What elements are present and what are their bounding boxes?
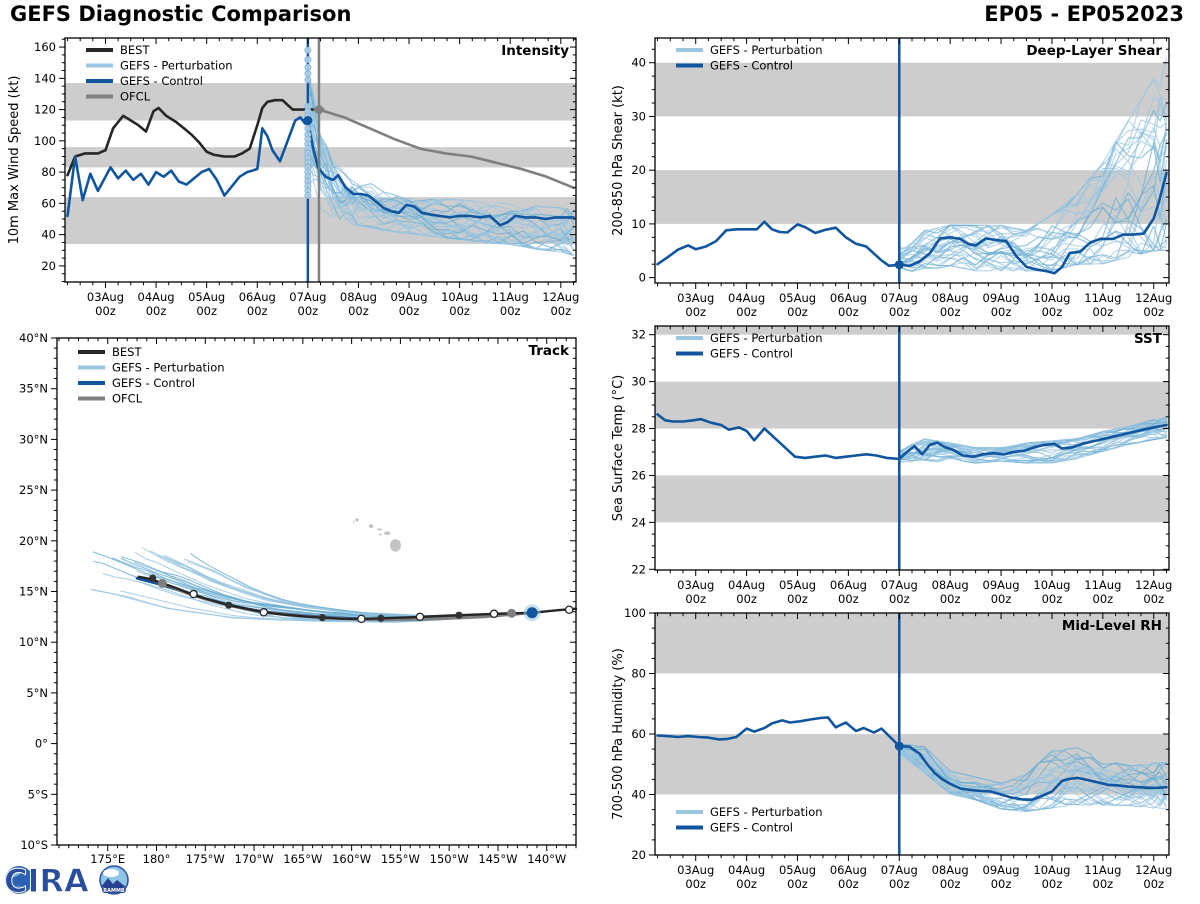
y-axis-label: Sea Surface Temp (°C): [611, 374, 626, 522]
y-tick-label: 15°N: [19, 584, 48, 599]
panel-title: Track: [528, 343, 569, 359]
x-tick-label2: 00z: [888, 877, 910, 891]
x-tick-label: 04Aug: [137, 290, 175, 304]
x-tick-label2: 00z: [888, 592, 910, 606]
legend-label: GEFS - Perturbation: [710, 805, 823, 819]
x-tick-label2: 00z: [1143, 305, 1165, 319]
y-tick-label: 30°N: [19, 432, 48, 447]
island: [384, 531, 390, 535]
legend-label: GEFS - Perturbation: [710, 331, 823, 345]
x-tick-label2: 00z: [838, 877, 859, 891]
y-tick-label: 22: [631, 562, 646, 577]
x-tick-label: 11Aug: [491, 290, 529, 304]
x-tick-label: 11Aug: [1084, 578, 1122, 592]
y-tick-label: 5°S: [27, 787, 48, 802]
y-tick-label: 20: [631, 163, 646, 178]
x-tick-label: 12Aug: [1135, 291, 1173, 305]
best-track-marker-open: [416, 613, 423, 620]
x-tick-label: 12Aug: [542, 290, 580, 304]
y-tick-label: 80: [631, 666, 646, 681]
ensemble-track: [158, 556, 532, 616]
x-tick-label2: 00z: [939, 877, 961, 891]
x-tick-label: 175°W: [185, 852, 225, 866]
y-tick-label: 5°N: [26, 685, 48, 700]
x-tick-label2: 00z: [246, 304, 268, 318]
member-init-dot: [305, 71, 311, 77]
x-tick-label: 04Aug: [728, 578, 766, 592]
x-tick-label: 08Aug: [931, 578, 969, 592]
legend-label: GEFS - Perturbation: [120, 58, 233, 73]
x-tick-label: 180°: [142, 852, 171, 866]
y-tick-label: 100: [624, 606, 646, 620]
x-tick-label: 09Aug: [982, 578, 1020, 592]
island: [377, 529, 382, 531]
y-tick-label: 80: [41, 165, 56, 180]
legend-label: OFCL: [120, 89, 151, 104]
x-tick-label2: 00z: [736, 592, 757, 606]
x-tick-label2: 00z: [1041, 592, 1063, 606]
member-init-dot: [305, 193, 311, 199]
x-tick-label2: 00z: [787, 305, 808, 319]
x-tick-label: 06Aug: [238, 290, 276, 304]
y-tick-label: 0°: [34, 736, 48, 751]
y-tick-label: 160: [34, 40, 56, 55]
panel-title: Mid-Level RH: [1061, 618, 1162, 634]
x-tick-label: 155°W: [380, 852, 420, 866]
y-tick-label: 30: [631, 109, 646, 124]
x-tick-label2: 00z: [1092, 877, 1114, 891]
x-tick-label: 06Aug: [829, 291, 867, 305]
forecast-init-marker: [527, 607, 538, 618]
x-tick-label2: 00z: [990, 877, 1012, 891]
y-axis-label: 10m Max Wind Speed (kt): [7, 75, 22, 245]
best-track-marker-filled: [377, 615, 384, 622]
x-tick-label2: 00z: [888, 305, 910, 319]
cira-logo-text: CIRA: [4, 862, 89, 900]
y-tick-label: 120: [34, 102, 56, 117]
x-tick-label: 07Aug: [880, 291, 918, 305]
legend-label: OFCL: [112, 391, 143, 406]
x-tick-label: 10Aug: [1033, 863, 1071, 877]
legend-label: GEFS - Perturbation: [112, 360, 225, 375]
ensemble-track: [150, 551, 532, 616]
y-tick-label: 10: [631, 216, 646, 231]
x-tick-label2: 00z: [685, 592, 707, 606]
x-tick-label: 03Aug: [677, 578, 715, 592]
y-axis-label: 700-500 hPa Humidity (%): [611, 648, 626, 820]
x-tick-label2: 00z: [145, 304, 167, 318]
y-tick-label: 32: [631, 327, 646, 342]
legend-label: BEST: [112, 345, 142, 359]
best-track-marker-filled: [455, 612, 462, 619]
x-tick-label2: 00z: [550, 304, 572, 318]
x-tick-label: 160°W: [332, 852, 372, 866]
best-track-marker-open: [358, 615, 365, 622]
x-tick-label2: 00z: [398, 304, 420, 318]
y-tick-label: 40°N: [19, 331, 48, 345]
x-tick-label: 05Aug: [778, 863, 817, 877]
x-tick-label2: 00z: [1041, 877, 1063, 891]
y-tick-label: 60: [631, 727, 646, 741]
y-tick-label: 28: [631, 421, 646, 436]
y-tick-label: 0: [638, 270, 646, 285]
x-tick-label2: 00z: [499, 304, 521, 318]
cira-logo: [2, 856, 152, 904]
x-tick-label: 04Aug: [728, 863, 766, 877]
island: [353, 521, 354, 523]
y-tick-label: 24: [631, 515, 646, 530]
control-init-marker: [303, 116, 312, 125]
x-tick-label2: 00z: [196, 304, 217, 318]
x-tick-label2: 00z: [736, 305, 757, 319]
x-tick-label: 150°W: [429, 852, 469, 866]
y-tick-label: 140: [34, 71, 56, 86]
y-tick-label: 30: [631, 374, 646, 389]
page-title: GEFS Diagnostic Comparison: [10, 2, 352, 26]
x-tick-label2: 00z: [449, 304, 470, 318]
x-tick-label2: 00z: [736, 877, 757, 891]
legend-label: GEFS - Control: [710, 346, 793, 361]
x-tick-label: 03Aug: [677, 863, 715, 877]
island: [379, 533, 382, 535]
track-panel: [19, 331, 576, 866]
cira-logo-graphic: [2, 856, 152, 900]
sst-panel: [611, 326, 1172, 606]
x-tick-label: 05Aug: [778, 291, 817, 305]
x-tick-label: 10Aug: [1033, 578, 1071, 592]
y-axis-label: 200-850 hPa Shear (kt): [611, 85, 626, 236]
y-tick-label: 10°N: [19, 635, 48, 650]
x-tick-label2: 00z: [685, 877, 707, 891]
panel-title: Deep-Layer Shear: [1026, 43, 1162, 59]
panel-title: SST: [1133, 331, 1162, 347]
x-tick-label: 11Aug: [1084, 291, 1122, 305]
best-track-marker-filled: [319, 614, 326, 621]
intensity-panel: [7, 38, 579, 318]
x-tick-label: 08Aug: [931, 863, 969, 877]
x-tick-label: 10Aug: [1033, 291, 1071, 305]
axes-frame: [57, 338, 576, 845]
island: [355, 518, 359, 521]
x-tick-label2: 00z: [990, 305, 1012, 319]
rh-panel: [611, 606, 1172, 891]
x-tick-label2: 00z: [1143, 877, 1165, 891]
y-tick-label: 60: [41, 196, 56, 211]
category-band: [655, 475, 1169, 522]
x-tick-label: 08Aug: [931, 291, 969, 305]
panel-title: Intensity: [501, 43, 569, 59]
legend-label: GEFS - Perturbation: [710, 43, 823, 57]
member-init-dot: [305, 77, 311, 83]
x-tick-label: 170°W: [234, 852, 274, 866]
y-tick-label: 20°N: [19, 533, 48, 548]
x-tick-label: 175°E: [90, 852, 126, 866]
x-tick-label: 07Aug: [289, 290, 327, 304]
x-tick-label: 03Aug: [86, 290, 125, 304]
best-track-marker-open: [260, 609, 267, 616]
x-tick-label: 05Aug: [778, 578, 817, 592]
y-tick-label: 25°N: [19, 483, 48, 498]
x-tick-label: 140°W: [527, 852, 567, 866]
storm-id-title: EP05 - EP052023: [984, 2, 1184, 26]
y-tick-label: 100: [34, 133, 56, 148]
legend-label: GEFS - Control: [710, 58, 793, 73]
x-tick-label: 06Aug: [829, 863, 867, 877]
x-tick-label: 08Aug: [339, 290, 377, 304]
x-tick-label2: 00z: [1092, 592, 1114, 606]
ofcl-track-marker: [507, 609, 516, 618]
x-tick-label2: 00z: [1143, 592, 1165, 606]
member-init-dot: [305, 57, 311, 63]
x-tick-label2: 00z: [838, 592, 859, 606]
control-init-marker: [895, 742, 904, 751]
x-tick-label2: 00z: [1041, 305, 1063, 319]
best-track-marker-open: [190, 590, 197, 597]
member-init-dot: [305, 125, 311, 131]
x-tick-label: 05Aug: [188, 290, 226, 304]
category-band: [655, 382, 1169, 429]
x-tick-label: 10Aug: [441, 290, 479, 304]
x-tick-label2: 00z: [939, 305, 961, 319]
ofcl-track-marker: [158, 579, 167, 588]
best-track-marker-open: [490, 610, 497, 617]
x-tick-label2: 00z: [787, 592, 808, 606]
x-tick-label2: 00z: [787, 877, 808, 891]
x-tick-label: 03Aug: [677, 291, 715, 305]
legend-label: GEFS - Control: [710, 820, 793, 835]
x-tick-label2: 00z: [939, 592, 961, 606]
member-init-dot: [305, 64, 311, 70]
x-tick-label: 04Aug: [728, 291, 766, 305]
island: [390, 539, 401, 552]
y-tick-label: 35°N: [19, 381, 48, 396]
ensemble-track: [143, 548, 532, 616]
island: [369, 524, 373, 528]
control-init-marker: [895, 260, 904, 269]
y-tick-label: 20: [631, 848, 646, 862]
x-tick-label: 12Aug: [1135, 863, 1173, 877]
x-tick-label: 09Aug: [982, 863, 1020, 877]
rammb-logo-text: RAMMB: [103, 888, 125, 894]
x-tick-label: 165°W: [283, 852, 323, 866]
x-tick-label: 09Aug: [982, 291, 1020, 305]
member-init-dot: [305, 47, 311, 53]
x-tick-label: 11Aug: [1084, 863, 1122, 877]
y-tick-label: 40: [631, 787, 646, 802]
x-tick-label: 07Aug: [880, 863, 918, 877]
x-tick-label: 09Aug: [390, 290, 428, 304]
best-track-marker-open: [566, 606, 573, 613]
y-tick-label: 10°S: [20, 838, 48, 852]
x-tick-label2: 00z: [297, 304, 319, 318]
legend-label: GEFS - Control: [120, 74, 203, 88]
x-tick-label2: 00z: [990, 592, 1012, 606]
x-tick-label: 12Aug: [1135, 578, 1173, 592]
legend-label: BEST: [120, 43, 150, 57]
badge-cloud: [103, 869, 119, 877]
x-tick-label: 145°W: [478, 852, 518, 866]
x-tick-label2: 00z: [95, 304, 116, 318]
x-tick-label2: 00z: [348, 304, 369, 318]
x-tick-label: 06Aug: [829, 578, 867, 592]
x-tick-label2: 00z: [1092, 305, 1114, 319]
y-tick-label: 20: [41, 258, 56, 273]
x-tick-label: 07Aug: [880, 578, 918, 592]
y-tick-label: 40: [41, 227, 56, 242]
best-track-marker-filled: [225, 602, 232, 609]
x-tick-label2: 00z: [685, 305, 707, 319]
y-tick-label: 40: [631, 55, 646, 70]
legend-label: GEFS - Control: [112, 376, 195, 390]
best-track-marker-filled: [149, 575, 156, 582]
shear-panel: [611, 38, 1172, 319]
y-tick-label: 26: [631, 468, 646, 483]
x-tick-label2: 00z: [838, 305, 859, 319]
